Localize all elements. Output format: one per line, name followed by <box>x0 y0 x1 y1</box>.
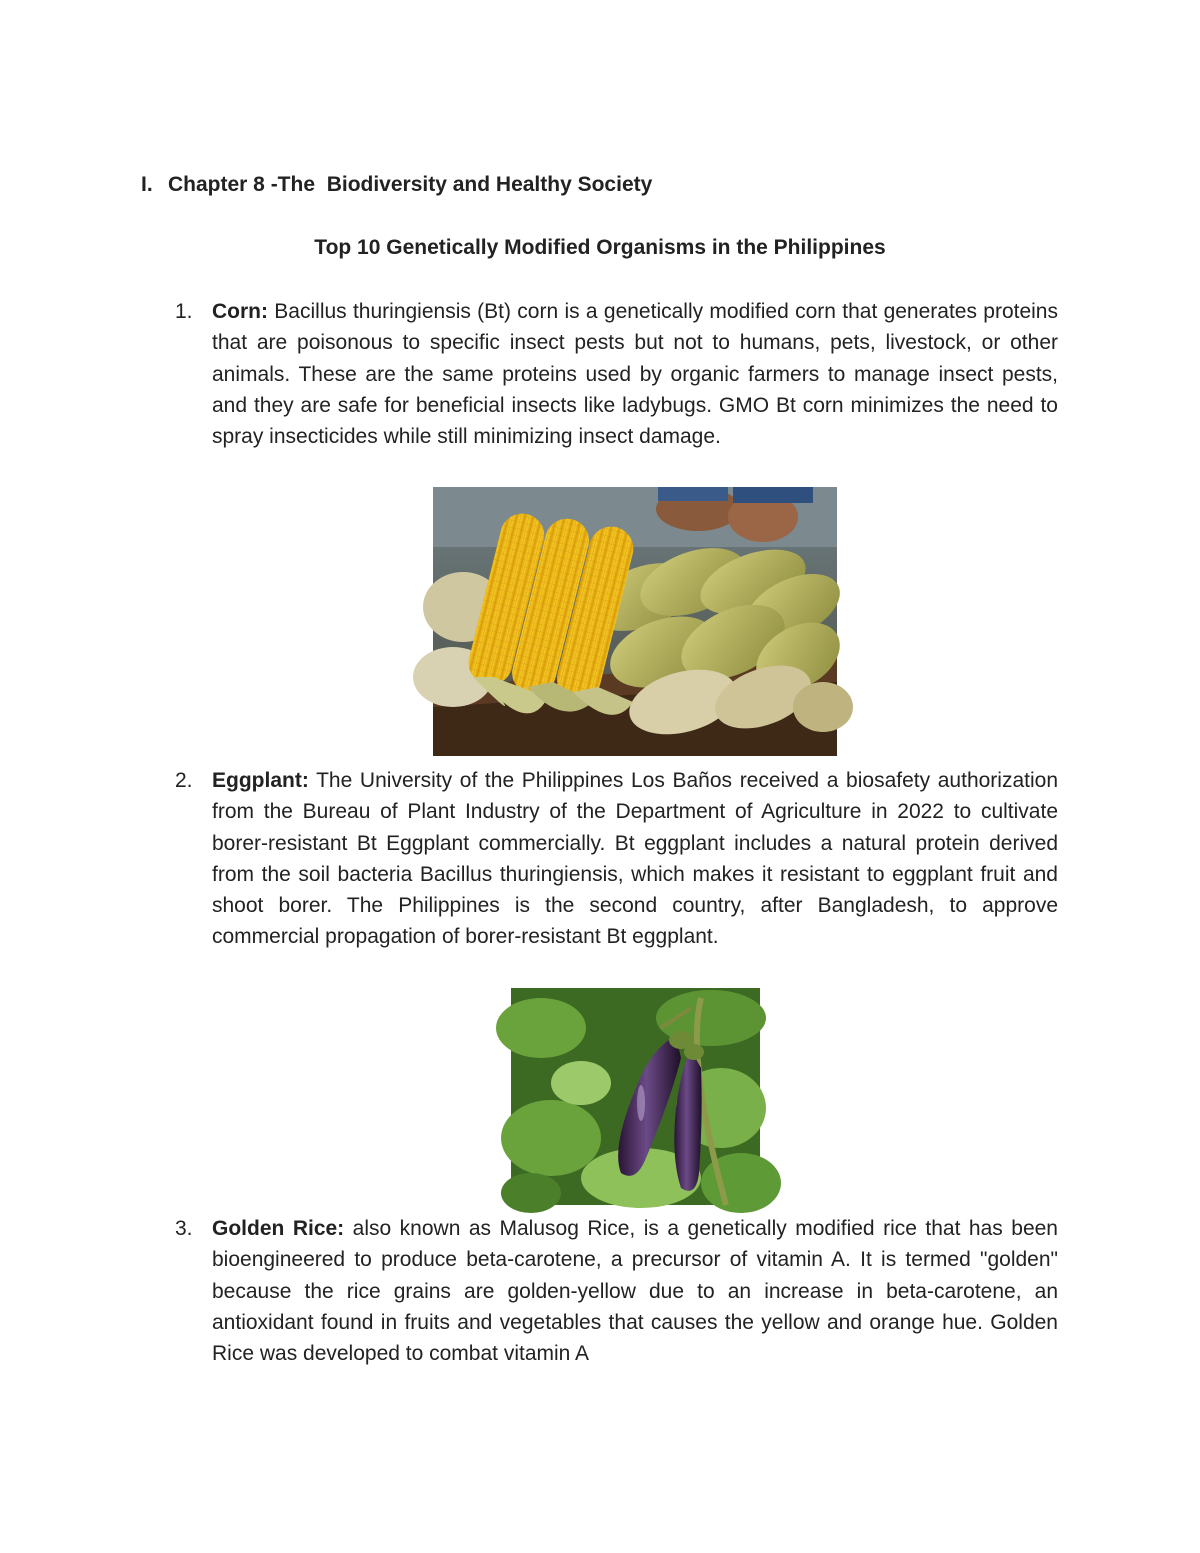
list-item-term: Golden Rice: <box>212 1217 345 1240</box>
list-item-number: 1. <box>175 300 193 323</box>
chapter-heading <box>141 173 652 197</box>
chapter-numeral: I. <box>141 173 153 196</box>
list-item-text: The University of the Philippines Los Baños received a biosafety authorization from the Bureau of Plant Industry of the Department of Agriculture in 2022 to cultivate borer-resistant Bt Eggplant commercially. Bt eggplant includes a natural protein derived from the soil bacteria Bacillus thuringiensis, which makes it resistant to eggplant fruit and shoot borer. The Philippines is the second country, after Bangladesh, to approve commercial propagation of borer-resistant Bt eggplant. <box>212 769 1058 949</box>
chapter-title: Chapter 8 -The Biodiversity and Healthy Society <box>168 173 653 196</box>
corn-photo <box>433 487 837 756</box>
list-item-number: 2. <box>175 769 193 792</box>
eggplant-photo <box>511 988 760 1205</box>
list-item-number: 3. <box>175 1217 193 1240</box>
list-item-golden-rice <box>175 1213 1058 1373</box>
list-item-text: Bacillus thuringiensis (Bt) corn is a genetically modified corn that generates proteins that are poisonous to specific insect pests but not to humans, pets, livestock, or other animals. These are the same proteins used by organic farmers to manage insect pests, and they are safe for beneficial insects like ladybugs. GMO Bt corn minimizes the need to spray insecticides while still minimizing insect damage. <box>212 300 1058 449</box>
list-item-term: Eggplant: <box>212 769 309 792</box>
document-title: Top 10 Genetically Modified Organisms in the Philippines <box>314 236 886 259</box>
list-item-text: also known as Malusog Rice, is a genetically modified rice that has been bioengineered to produce beta-carotene, a precursor of vitamin A. It is termed "golden" because the rice grains are golden-yellow due to an increase in beta-carotene, an antioxidant found in fruits and vegetables that causes the yellow and orange hue. Golden Rice was developed to combat vitamin A <box>212 1217 1058 1366</box>
list-item-term: Corn: <box>212 300 268 323</box>
list-item-corn <box>175 296 1058 452</box>
list-item-eggplant <box>175 765 1058 953</box>
